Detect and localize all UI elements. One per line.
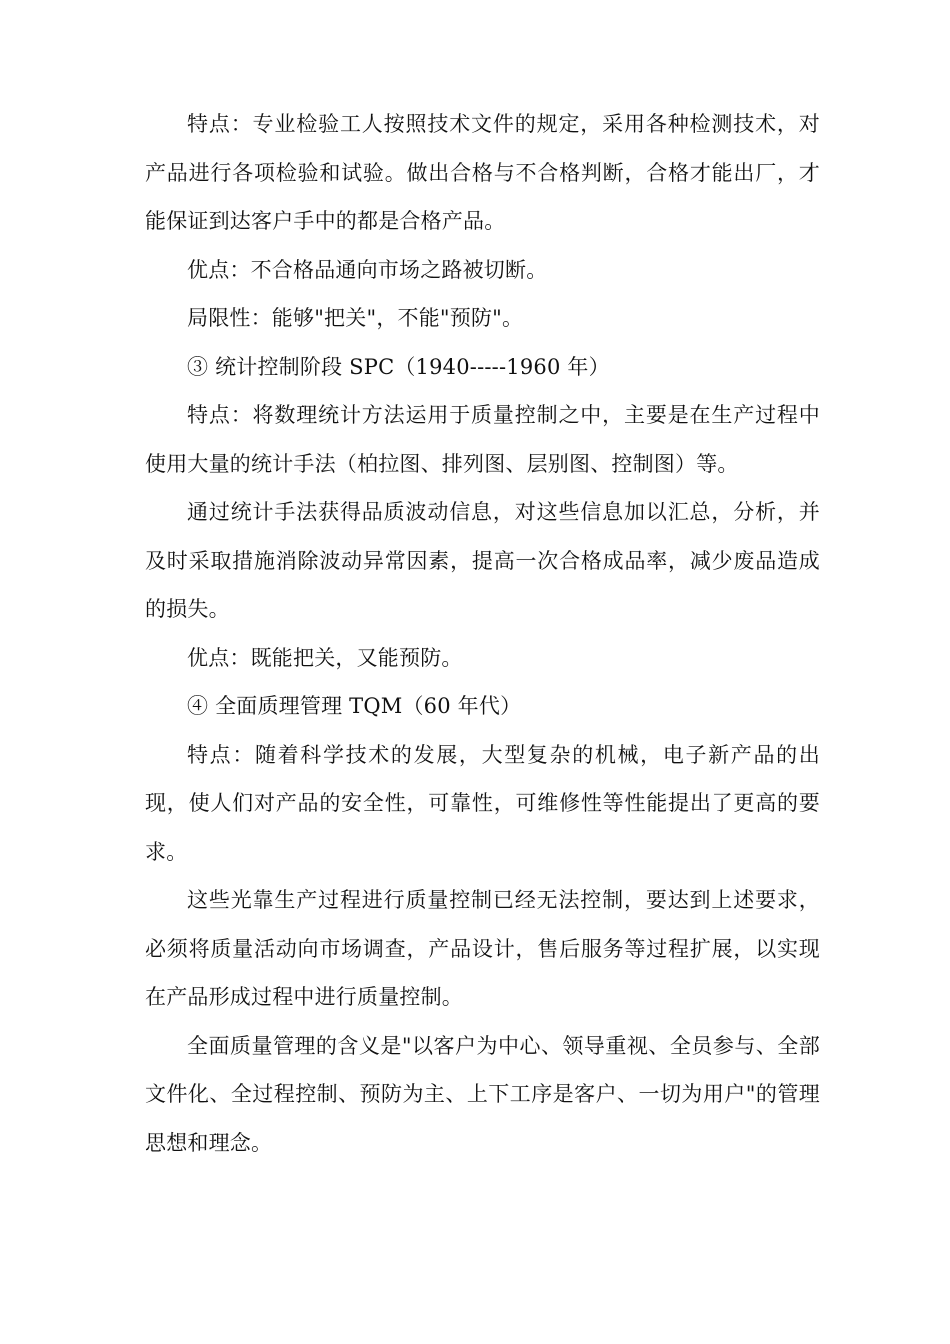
paragraph-spc-advantage: 优点：既能把关，又能预防。 xyxy=(187,645,463,670)
paragraph-spc-description: 通过统计手法获得品质波动信息，对这些信息加以汇总，分析，并及时采取措施消除波动异常因素，提高一次合格成品率，减少废品造成的损失。 xyxy=(145,500,820,621)
paragraph-tqm-meaning: 全面质量管理的含义是"以客户为中心、领导重视、全员参与、全部文件化、全过程控制、预防为主、上下工序是客户、一切为用户"的管理思想和理念。 xyxy=(145,1033,820,1155)
paragraph-inspection-features: 特点：专业检验工人按照技术文件的规定，采用各种检测技术，对产品进行各项检验和试验。做出合格与不合格判断，合格才能出厂，才能保证到达客户手中的都是合格产品。 xyxy=(145,112,820,233)
paragraph-tqm-features: 特点：随着科学技术的发展，大型复杂的机械，电子新产品的出现，使人们对产品的安全性，可靠性，可维修性等性能提出了更高的要求。 xyxy=(145,742,820,864)
paragraph-inspection-limitation: 局限性：能够"把关"，不能"预防"。 xyxy=(187,306,524,330)
heading-spc-stage: ③ 统计控制阶段 SPC（1940-----1960 年） xyxy=(187,354,610,379)
paragraph-inspection-advantage: 优点：不合格品通向市场之路被切断。 xyxy=(187,257,548,282)
paragraph-spc-features: 特点：将数理统计方法运用于质量控制之中，主要是在生产过程中使用大量的统计手法（柏拉图、排列图、层别图、控制图）等。 xyxy=(145,403,820,476)
document-page xyxy=(145,100,820,1167)
heading-tqm-stage: ④ 全面质理管理 TQM（60 年代） xyxy=(187,694,522,718)
paragraph-tqm-extension: 这些光靠生产过程进行质量控制已经无法控制，要达到上述要求，必须将质量活动向市场调查，产品设计，售后服务等过程扩展，以实现在产品形成过程中进行质量控制。 xyxy=(145,888,820,1009)
